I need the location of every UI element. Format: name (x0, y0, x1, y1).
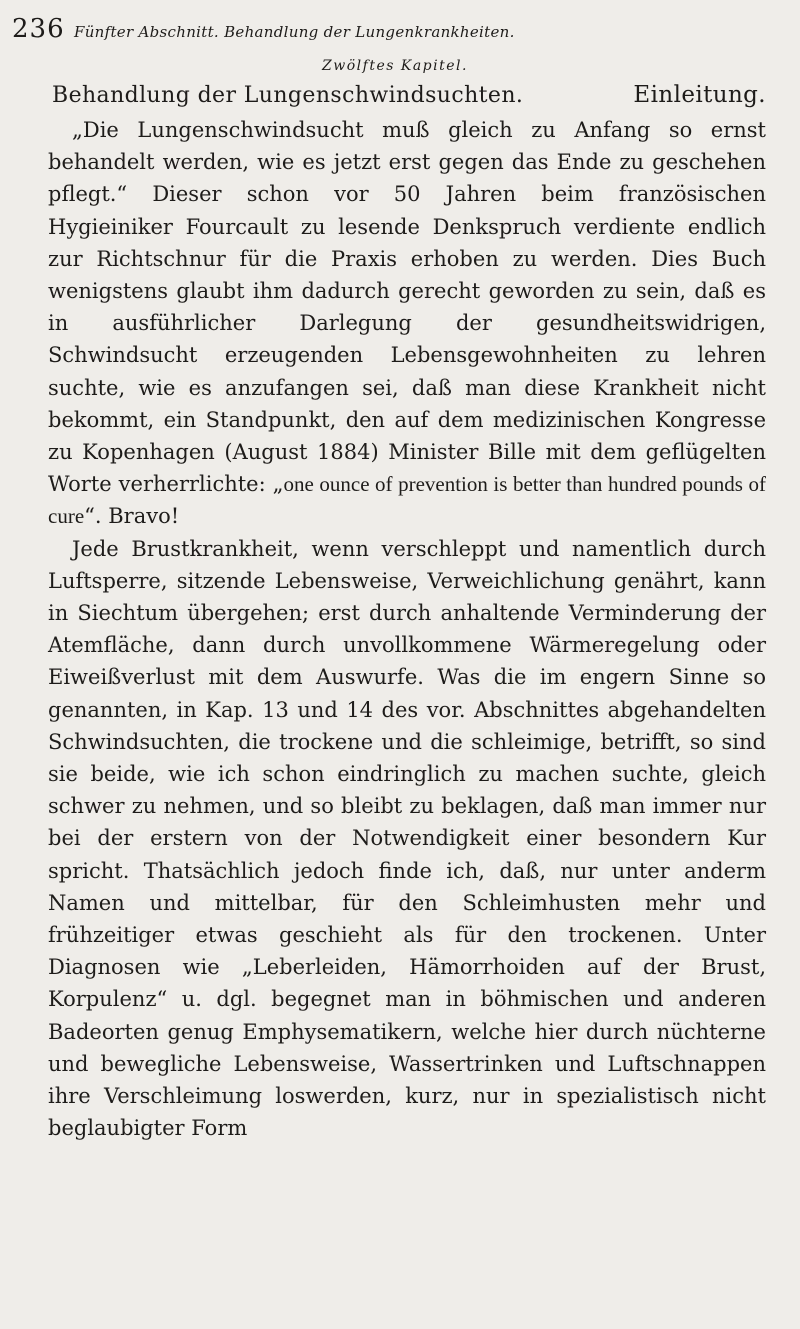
chapter-label: Zwölftes Kapitel. (322, 58, 468, 74)
page-number: 236 (12, 14, 65, 44)
body-text (12, 114, 766, 1145)
paragraph: „Die Lungenschwindsucht muß gleich zu Anfang so ernst behandelt werden, wie es jetzt erst gegen das Ende zu geschehen pflegt.“ Dieser schon vor 50 Jahren beim französischen Hygieiniker Fourcault zu lesende Denkspruch verdiente endlich zur Richtschnur für die Praxis erhoben zu werden. Dies Buch wenigstens glaubt ihm dadurch gerecht geworden zu sein, daß es in ausführlicher Darlegung der gesundheitswidrigen, Schwindsucht erzeugenden Lebensgewohnheiten zu lehren suchte, wie es anzufangen sei, daß man diese Krankheit nicht bekommt, ein Standpunkt, den auf dem medizinischen Kongresse zu Kopenhagen (August 1884) Minister Bille mit dem geflügelten Worte verherrlichte: „one ounce of prevention is better than hundred pounds of cure“. Bravo! (48, 118, 766, 529)
paragraph-text: Jede Brustkrankheit, wenn verschleppt und namentlich durch Luftsperre, sitzende Lebensweise, Verweichlichung genährt, kann in Siechtum übergehen; erst durch anhaltende Verminderung der Atemfläche, dann durch unvollkommene Wärmeregelung oder Eiweißverlust mit dem Auswurfe. Was die im engern Sinne so genannten, in Kap. 13 und 14 des vor. Abschnittes abgehandelten Schwindsuchten, die trockene und die schleimige, betrifft, so sind sie beide, wie ich schon eindringlich zu machen suchte, gleich schwer zu nehmen, und so bleibt zu beklagen, daß man immer nur bei der erstern von der Notwendigkeit einer besondern Kur spricht. Thatsächlich jedoch finde ich, daß, nur unter anderm Namen und mittelbar, für den Schleimhusten mehr und frühzeitiger etwas geschieht als für den trockenen. Unter Diagnosen wie „Leberleiden, Hämorrhoiden auf der Brust, Korpulenz“ u. dgl. begegnet man in böhmischen und anderen Badeorten genug Emphysematikern, welche hier durch nüchterne und bewegliche Lebensweise, Wassertrinken und Luftschnappen ihre Verschleimung loswerden, kurz, nur in spezialistisch nicht beglaubigter Form (48, 536, 766, 1141)
paragraph-text: „Die Lungenschwindsucht muß gleich zu Anfang so ernst behandelt werden, wie es jetzt erst gegen das Ende zu geschehen pflegt.“ Dieser schon vor 50 Jahren beim französischen Hygieiniker Fourcault zu lesende Denkspruch verdiente endlich zur Richtschnur für die Praxis erhoben zu werden. Dies Buch wenigstens glaubt ihm dadurch gerecht geworden zu sein, daß es in ausführlicher Darlegung der gesundheitswidrigen, Schwindsucht erzeugenden Lebensgewohnheiten zu lehren suchte, wie es anzufangen sei, daß man diese Krankheit nicht bekommt, ein Standpunkt, den auf dem medizinischen Kongresse zu Kopenhagen (August 1884) Minister Bille mit dem geflügelten Worte verherrlichte: (48, 118, 766, 497)
english-quote: one ounce of prevention is better than hundred pounds of cure (48, 472, 766, 529)
exclamation: Bravo! (108, 504, 180, 529)
running-title: Fünfter Abschnitt. Behandlung der Lungenkrankheiten. (74, 23, 515, 41)
paragraph (48, 533, 766, 1145)
running-head (12, 14, 766, 44)
section-title: Behandlung der Lungenschwindsuchten. (52, 83, 524, 108)
section-subtitle: Einleitung. (633, 82, 766, 108)
section-heading (12, 82, 766, 108)
